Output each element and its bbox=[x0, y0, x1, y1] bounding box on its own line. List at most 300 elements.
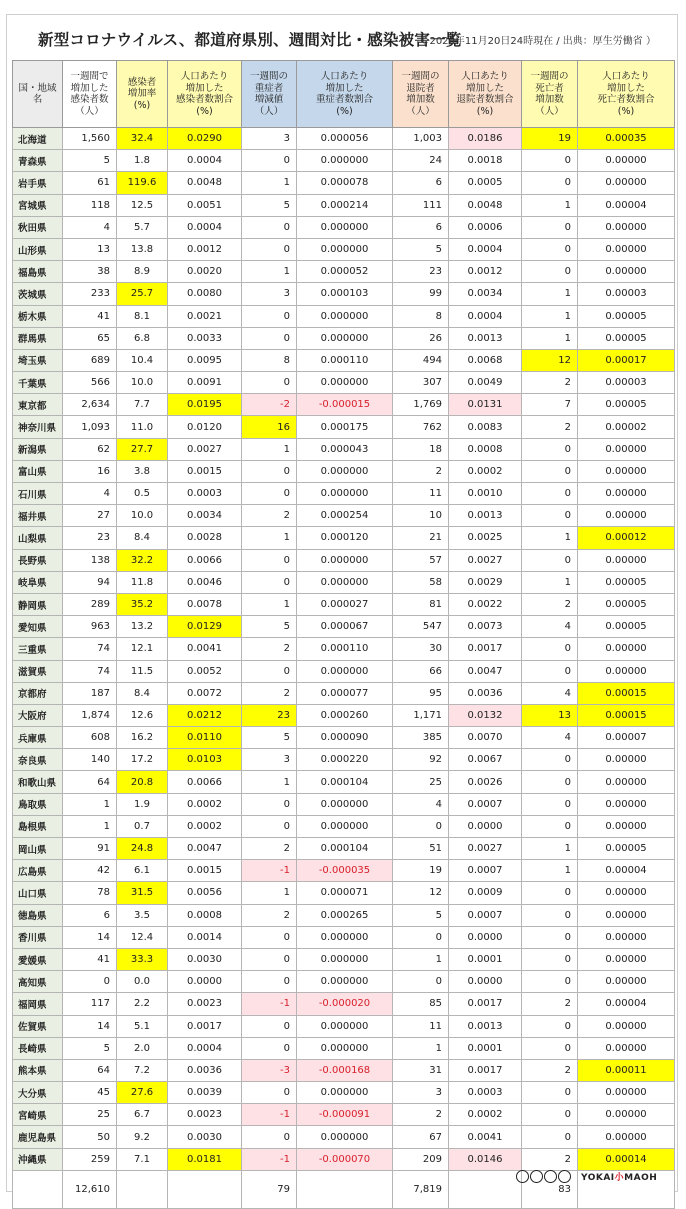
data-cell: 1 bbox=[242, 527, 297, 549]
data-cell: 0.0008 bbox=[168, 904, 242, 926]
data-cell: 2 bbox=[522, 372, 578, 394]
data-cell: 4 bbox=[63, 216, 117, 238]
data-cell: 0.000078 bbox=[297, 172, 393, 194]
data-cell: 0.0072 bbox=[168, 682, 242, 704]
prefecture-name: 岡山県 bbox=[13, 838, 63, 860]
data-cell: 0 bbox=[242, 305, 297, 327]
data-cell: 1 bbox=[522, 838, 578, 860]
data-cell: 0.0004 bbox=[168, 150, 242, 172]
data-cell: 0.00000 bbox=[578, 505, 675, 527]
data-cell: 0.0000 bbox=[168, 971, 242, 993]
data-cell: 0.0036 bbox=[168, 1059, 242, 1081]
data-cell: 0.00005 bbox=[578, 616, 675, 638]
prefecture-name: 京都府 bbox=[13, 682, 63, 704]
prefecture-name: 広島県 bbox=[13, 860, 63, 882]
prefecture-name: 沖縄県 bbox=[13, 1148, 63, 1170]
infection-table bbox=[12, 60, 675, 1209]
data-cell: 0.00000 bbox=[578, 150, 675, 172]
data-cell: 31 bbox=[393, 1059, 449, 1081]
data-cell: 0.0017 bbox=[168, 1015, 242, 1037]
data-cell: 0.0212 bbox=[168, 704, 242, 726]
data-cell: 0 bbox=[242, 793, 297, 815]
data-cell: -0.000015 bbox=[297, 394, 393, 416]
data-cell: 0.00000 bbox=[578, 460, 675, 482]
data-cell: 2 bbox=[522, 1059, 578, 1081]
data-cell: 24 bbox=[393, 150, 449, 172]
data-cell: 138 bbox=[63, 549, 117, 571]
data-cell: 1 bbox=[522, 860, 578, 882]
data-cell: 0.00005 bbox=[578, 394, 675, 416]
data-cell: -3 bbox=[242, 1059, 297, 1081]
data-cell: 31.5 bbox=[117, 882, 168, 904]
total-cell: 7,819 bbox=[393, 1170, 449, 1208]
data-cell: 1 bbox=[242, 438, 297, 460]
data-cell: 0.0002 bbox=[168, 793, 242, 815]
data-cell: 4 bbox=[522, 727, 578, 749]
data-cell: 0 bbox=[242, 238, 297, 260]
data-cell: 81 bbox=[393, 593, 449, 615]
data-cell: 0.0051 bbox=[168, 194, 242, 216]
data-cell: 289 bbox=[63, 593, 117, 615]
data-cell: 689 bbox=[63, 349, 117, 371]
data-cell: 2 bbox=[242, 682, 297, 704]
data-cell: 0.0006 bbox=[449, 216, 522, 238]
prefecture-name: 神奈川県 bbox=[13, 416, 63, 438]
data-cell: 6 bbox=[393, 216, 449, 238]
data-cell: 5 bbox=[393, 238, 449, 260]
data-cell: 111 bbox=[393, 194, 449, 216]
data-cell: 0 bbox=[522, 904, 578, 926]
data-cell: 57 bbox=[393, 549, 449, 571]
data-cell: 8.1 bbox=[117, 305, 168, 327]
data-cell: -1 bbox=[242, 993, 297, 1015]
column-header: 人口あたり 増加した 死亡者数割合 (%) bbox=[578, 61, 675, 128]
data-cell: 0.0110 bbox=[168, 727, 242, 749]
data-cell: 0 bbox=[522, 948, 578, 970]
data-cell: 0.0015 bbox=[168, 460, 242, 482]
prefecture-name: 山口県 bbox=[13, 882, 63, 904]
table-row bbox=[13, 460, 675, 482]
data-cell: 0.0007 bbox=[449, 793, 522, 815]
total-cell: 12,610 bbox=[63, 1170, 117, 1208]
table-row bbox=[13, 1059, 675, 1081]
data-cell: 12.5 bbox=[117, 194, 168, 216]
data-cell: 2.2 bbox=[117, 993, 168, 1015]
data-cell: 7 bbox=[522, 394, 578, 416]
data-cell: 0.000000 bbox=[297, 305, 393, 327]
data-cell: 494 bbox=[393, 349, 449, 371]
data-cell: -0.000035 bbox=[297, 860, 393, 882]
data-cell: 2 bbox=[242, 838, 297, 860]
data-cell: 0 bbox=[522, 1037, 578, 1059]
table-row bbox=[13, 793, 675, 815]
data-cell: 2 bbox=[522, 1148, 578, 1170]
data-cell: 1 bbox=[393, 1037, 449, 1059]
prefecture-name: 群馬県 bbox=[13, 327, 63, 349]
data-cell: 0.0034 bbox=[449, 283, 522, 305]
data-cell: 30 bbox=[393, 638, 449, 660]
data-cell: 1.8 bbox=[117, 150, 168, 172]
data-cell: 5 bbox=[242, 616, 297, 638]
data-cell: 0.0068 bbox=[449, 349, 522, 371]
data-cell: 0.000000 bbox=[297, 372, 393, 394]
data-cell: 0.0048 bbox=[168, 172, 242, 194]
data-cell: 0 bbox=[242, 1082, 297, 1104]
data-cell: 95 bbox=[393, 682, 449, 704]
data-cell: 0.0029 bbox=[449, 571, 522, 593]
prefecture-name: 滋賀県 bbox=[13, 660, 63, 682]
data-cell: 0.0013 bbox=[449, 1015, 522, 1037]
data-cell: 11.5 bbox=[117, 660, 168, 682]
data-cell: 0.00005 bbox=[578, 571, 675, 593]
data-cell: 0.00000 bbox=[578, 948, 675, 970]
data-cell: 0.0003 bbox=[168, 483, 242, 505]
data-cell: -1 bbox=[242, 860, 297, 882]
data-cell: 0 bbox=[522, 238, 578, 260]
data-cell: 0.5 bbox=[117, 483, 168, 505]
data-cell: 13 bbox=[63, 238, 117, 260]
data-cell: 0.0027 bbox=[449, 838, 522, 860]
data-cell: 0.000000 bbox=[297, 549, 393, 571]
data-cell: 0.000000 bbox=[297, 793, 393, 815]
data-cell: 8.4 bbox=[117, 682, 168, 704]
data-cell: 0.0004 bbox=[449, 305, 522, 327]
data-cell: 187 bbox=[63, 682, 117, 704]
data-cell: 0.0027 bbox=[449, 549, 522, 571]
prefecture-name: 茨城県 bbox=[13, 283, 63, 305]
data-cell: 0 bbox=[242, 372, 297, 394]
data-cell: 0.0030 bbox=[168, 948, 242, 970]
data-cell: 0.00000 bbox=[578, 904, 675, 926]
data-cell: 0.0080 bbox=[168, 283, 242, 305]
data-cell: 5 bbox=[242, 727, 297, 749]
source-note: （ 2020年11月20日24時現在 / 出典：厚生労働省 ） bbox=[416, 36, 656, 47]
data-cell: 0 bbox=[522, 1126, 578, 1148]
data-cell: 94 bbox=[63, 571, 117, 593]
data-cell: 2 bbox=[242, 904, 297, 926]
data-cell: 0.0000 bbox=[449, 926, 522, 948]
data-cell: 0.0067 bbox=[449, 749, 522, 771]
data-cell: 51 bbox=[393, 838, 449, 860]
total-cell bbox=[449, 1170, 522, 1208]
data-cell: 0.0014 bbox=[168, 926, 242, 948]
data-cell: 0.000067 bbox=[297, 616, 393, 638]
data-cell: 1 bbox=[522, 327, 578, 349]
data-cell: 0.000104 bbox=[297, 838, 393, 860]
table-row bbox=[13, 993, 675, 1015]
data-cell: 0 bbox=[242, 327, 297, 349]
prefecture-name: 石川県 bbox=[13, 483, 63, 505]
data-cell: 0.000175 bbox=[297, 416, 393, 438]
data-cell: 10 bbox=[393, 505, 449, 527]
data-cell: 62 bbox=[63, 438, 117, 460]
prefecture-name: 新潟県 bbox=[13, 438, 63, 460]
data-cell: 233 bbox=[63, 283, 117, 305]
table-row bbox=[13, 327, 675, 349]
column-header: 国・地域名 bbox=[13, 61, 63, 128]
column-header: 人口あたり 増加した 重症者数割合 (%) bbox=[297, 61, 393, 128]
data-cell: 0.0056 bbox=[168, 882, 242, 904]
prefecture-name: 北海道 bbox=[13, 128, 63, 150]
data-cell: 963 bbox=[63, 616, 117, 638]
data-cell: 14 bbox=[63, 926, 117, 948]
data-cell: 0.0004 bbox=[168, 1037, 242, 1059]
data-cell: 0.0015 bbox=[168, 860, 242, 882]
data-cell: 0.0013 bbox=[449, 327, 522, 349]
data-cell: 0.00000 bbox=[578, 1126, 675, 1148]
data-cell: 14 bbox=[63, 1015, 117, 1037]
data-cell: 0.0131 bbox=[449, 394, 522, 416]
data-cell: 5 bbox=[63, 150, 117, 172]
table-row bbox=[13, 261, 675, 283]
data-cell: 0.00017 bbox=[578, 349, 675, 371]
data-cell: 0.00000 bbox=[578, 216, 675, 238]
prefecture-name: 熊本県 bbox=[13, 1059, 63, 1081]
data-cell: 78 bbox=[63, 882, 117, 904]
prefecture-name: 和歌山県 bbox=[13, 771, 63, 793]
data-cell: 0.000000 bbox=[297, 571, 393, 593]
table-row bbox=[13, 638, 675, 660]
data-cell: 1 bbox=[242, 593, 297, 615]
data-cell: 0.0078 bbox=[168, 593, 242, 615]
data-cell: 0.00004 bbox=[578, 860, 675, 882]
data-cell: 0.0095 bbox=[168, 349, 242, 371]
data-cell: 7.1 bbox=[117, 1148, 168, 1170]
data-cell: 117 bbox=[63, 993, 117, 1015]
table-row bbox=[13, 394, 675, 416]
data-cell: 0.00000 bbox=[578, 660, 675, 682]
data-cell: 35.2 bbox=[117, 593, 168, 615]
total-cell bbox=[297, 1170, 393, 1208]
data-cell: 99 bbox=[393, 283, 449, 305]
data-cell: 25 bbox=[63, 1104, 117, 1126]
data-cell: 0.00005 bbox=[578, 838, 675, 860]
data-cell: 0 bbox=[242, 660, 297, 682]
data-cell: 8 bbox=[242, 349, 297, 371]
data-cell: 1,003 bbox=[393, 128, 449, 150]
table-row bbox=[13, 660, 675, 682]
data-cell: 0.0000 bbox=[449, 815, 522, 837]
data-cell: 65 bbox=[63, 327, 117, 349]
data-cell: 2 bbox=[522, 593, 578, 615]
data-cell: 12.1 bbox=[117, 638, 168, 660]
cc-nc-icon bbox=[544, 1170, 557, 1183]
data-cell: 64 bbox=[63, 1059, 117, 1081]
prefecture-name: 岩手県 bbox=[13, 172, 63, 194]
data-cell: 0.00000 bbox=[578, 926, 675, 948]
data-cell: 0.000043 bbox=[297, 438, 393, 460]
data-cell: 0 bbox=[522, 1104, 578, 1126]
prefecture-name: 愛媛県 bbox=[13, 948, 63, 970]
data-cell: 91 bbox=[63, 838, 117, 860]
total-cell bbox=[168, 1170, 242, 1208]
brand-logo: YOKAI小MAOH bbox=[581, 1173, 658, 1183]
prefecture-name: 東京都 bbox=[13, 394, 63, 416]
data-cell: 0 bbox=[522, 882, 578, 904]
data-cell: 26 bbox=[393, 327, 449, 349]
data-cell: 0 bbox=[522, 971, 578, 993]
data-cell: 0.0008 bbox=[449, 438, 522, 460]
data-cell: 0 bbox=[242, 571, 297, 593]
data-cell: 0.00000 bbox=[578, 238, 675, 260]
data-cell: 0.0046 bbox=[168, 571, 242, 593]
data-cell: 38 bbox=[63, 261, 117, 283]
data-cell: 12.4 bbox=[117, 926, 168, 948]
data-cell: 1 bbox=[522, 194, 578, 216]
data-cell: 74 bbox=[63, 638, 117, 660]
table-row bbox=[13, 1148, 675, 1170]
data-cell: 0.0186 bbox=[449, 128, 522, 150]
data-cell: 0.0001 bbox=[449, 1037, 522, 1059]
column-header: 一週間の 重症者 増減値 （人） bbox=[242, 61, 297, 128]
data-cell: 0.000027 bbox=[297, 593, 393, 615]
prefecture-name: 島根県 bbox=[13, 815, 63, 837]
data-cell: 0 bbox=[242, 1037, 297, 1059]
data-cell: 0.0017 bbox=[449, 638, 522, 660]
data-cell: 1 bbox=[242, 172, 297, 194]
data-cell: 0 bbox=[522, 1015, 578, 1037]
data-cell: 0 bbox=[242, 1126, 297, 1148]
data-cell: 0.000110 bbox=[297, 638, 393, 660]
data-cell: 0.0070 bbox=[449, 727, 522, 749]
data-cell: 16 bbox=[242, 416, 297, 438]
data-cell: 0.00035 bbox=[578, 128, 675, 150]
data-cell: 0 bbox=[393, 926, 449, 948]
data-cell: 0.00000 bbox=[578, 483, 675, 505]
data-cell: 119.6 bbox=[117, 172, 168, 194]
data-cell: 0.00000 bbox=[578, 1082, 675, 1104]
prefecture-name: 大分県 bbox=[13, 1082, 63, 1104]
table-row bbox=[13, 438, 675, 460]
data-cell: 0 bbox=[242, 549, 297, 571]
data-cell: 0.000000 bbox=[297, 460, 393, 482]
table-row bbox=[13, 1037, 675, 1059]
data-cell: 10.0 bbox=[117, 372, 168, 394]
data-cell: 0 bbox=[522, 660, 578, 682]
data-cell: 0.00002 bbox=[578, 416, 675, 438]
data-cell: 0.0018 bbox=[449, 150, 522, 172]
data-cell: 0.000110 bbox=[297, 349, 393, 371]
data-cell: 0.000265 bbox=[297, 904, 393, 926]
data-cell: 1 bbox=[242, 882, 297, 904]
prefecture-name: 福井県 bbox=[13, 505, 63, 527]
data-cell: 21 bbox=[393, 527, 449, 549]
data-cell: 0.00000 bbox=[578, 172, 675, 194]
table-row bbox=[13, 771, 675, 793]
data-cell: 7.2 bbox=[117, 1059, 168, 1081]
data-cell: 0.000000 bbox=[297, 327, 393, 349]
data-cell: 0.00000 bbox=[578, 1104, 675, 1126]
data-cell: 0.00015 bbox=[578, 682, 675, 704]
data-cell: 58 bbox=[393, 571, 449, 593]
data-cell: 0.0021 bbox=[168, 305, 242, 327]
data-cell: 0.0033 bbox=[168, 327, 242, 349]
table-row bbox=[13, 216, 675, 238]
data-cell: 4 bbox=[522, 682, 578, 704]
data-cell: 12.6 bbox=[117, 704, 168, 726]
data-cell: 8 bbox=[393, 305, 449, 327]
data-cell: 0.0003 bbox=[449, 1082, 522, 1104]
prefecture-name: 山梨県 bbox=[13, 527, 63, 549]
data-cell: 0.000052 bbox=[297, 261, 393, 283]
data-cell: 1 bbox=[63, 793, 117, 815]
prefecture-name: 埼玉県 bbox=[13, 349, 63, 371]
data-cell: 0.000000 bbox=[297, 483, 393, 505]
data-cell: 10.0 bbox=[117, 505, 168, 527]
prefecture-name: 福島県 bbox=[13, 261, 63, 283]
data-cell: 23 bbox=[393, 261, 449, 283]
data-cell: 0.000220 bbox=[297, 749, 393, 771]
data-cell: 0.00007 bbox=[578, 727, 675, 749]
data-cell: 0 bbox=[242, 150, 297, 172]
data-cell: 18 bbox=[393, 438, 449, 460]
prefecture-name: 大阪府 bbox=[13, 704, 63, 726]
table-row bbox=[13, 372, 675, 394]
page-title: 新型コロナウイルス、都道府県別、週間対比・感染被害一覧 bbox=[38, 31, 462, 49]
table-row bbox=[13, 150, 675, 172]
data-cell: 3.8 bbox=[117, 460, 168, 482]
data-cell: 0.0023 bbox=[168, 993, 242, 1015]
data-cell: 0.000260 bbox=[297, 704, 393, 726]
data-cell: 0 bbox=[522, 926, 578, 948]
data-cell: 0.0013 bbox=[449, 505, 522, 527]
data-cell: 0.0091 bbox=[168, 372, 242, 394]
data-cell: 12 bbox=[522, 349, 578, 371]
data-cell: 19 bbox=[522, 128, 578, 150]
data-cell: 1 bbox=[522, 527, 578, 549]
data-cell: 0.000000 bbox=[297, 216, 393, 238]
data-cell: -0.000168 bbox=[297, 1059, 393, 1081]
data-cell: 0.000000 bbox=[297, 660, 393, 682]
data-cell: -0.000091 bbox=[297, 1104, 393, 1126]
table-row bbox=[13, 172, 675, 194]
data-cell: 23 bbox=[242, 704, 297, 726]
data-cell: 0.0103 bbox=[168, 749, 242, 771]
data-cell: 11.0 bbox=[117, 416, 168, 438]
data-cell: 0.0023 bbox=[168, 1104, 242, 1126]
data-cell: 0.0047 bbox=[168, 838, 242, 860]
table-row bbox=[13, 238, 675, 260]
data-cell: 0.0009 bbox=[449, 882, 522, 904]
data-cell: 2,634 bbox=[63, 394, 117, 416]
prefecture-name: 兵庫県 bbox=[13, 727, 63, 749]
prefecture-name: 香川県 bbox=[13, 926, 63, 948]
data-cell: 3 bbox=[242, 749, 297, 771]
data-cell: 0.0083 bbox=[449, 416, 522, 438]
data-cell: 1,171 bbox=[393, 704, 449, 726]
prefecture-name: 鳥取県 bbox=[13, 793, 63, 815]
data-cell: 0.00005 bbox=[578, 327, 675, 349]
data-cell: 12 bbox=[393, 882, 449, 904]
data-cell: 7.7 bbox=[117, 394, 168, 416]
data-cell: 0.0002 bbox=[168, 815, 242, 837]
prefecture-name: 宮城県 bbox=[13, 194, 63, 216]
data-cell: 0.000120 bbox=[297, 527, 393, 549]
prefecture-name: 秋田県 bbox=[13, 216, 63, 238]
data-cell: 0 bbox=[242, 815, 297, 837]
data-cell: 0.00011 bbox=[578, 1059, 675, 1081]
data-cell: -0.000020 bbox=[297, 993, 393, 1015]
data-cell: 0 bbox=[63, 971, 117, 993]
data-cell: 0 bbox=[522, 460, 578, 482]
data-cell: 0.00000 bbox=[578, 261, 675, 283]
data-cell: 0.0022 bbox=[449, 593, 522, 615]
creative-commons-icons bbox=[516, 1170, 571, 1183]
data-cell: 0 bbox=[522, 216, 578, 238]
table-row bbox=[13, 926, 675, 948]
data-cell: 2 bbox=[393, 460, 449, 482]
table-row bbox=[13, 948, 675, 970]
